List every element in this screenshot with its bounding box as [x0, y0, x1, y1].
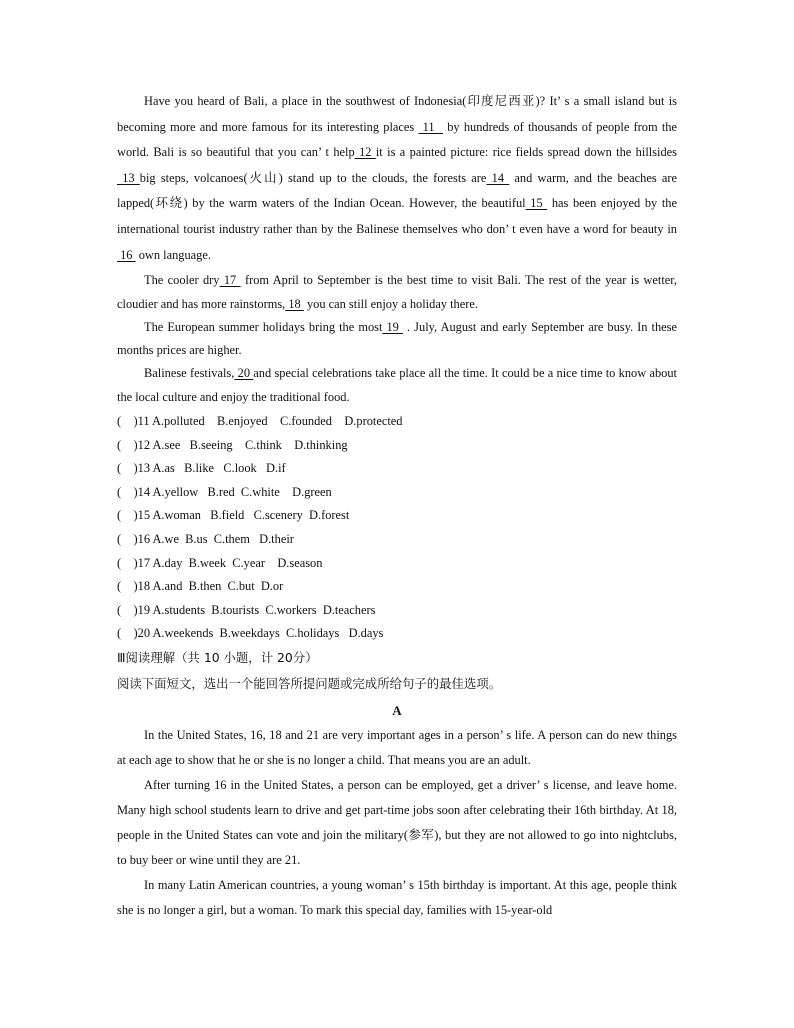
question-13-options: ( )13 A.as B.like C.look D.if	[117, 461, 286, 476]
text: by hundreds of thousands of people from the world. Bali is so beautiful that you can’ t help	[117, 119, 677, 160]
text: it is a painted picture: rice fields spread down the hillsides	[375, 145, 677, 160]
reading-paragraph-1: In the United States, 16, 18 and 21 are very important ages in a person’ s life. A person can do new things at each age to show that he or she is no longer a child. That means you are an adult.	[117, 728, 677, 767]
text: Have you heard of Bali, a place in the southwest of Indonesia(印度尼西亚)? It’ s a small island but is becoming more and more famous for its interesting places	[117, 94, 677, 134]
cloze-paragraph-1	[117, 89, 677, 268]
passage-letter: A	[392, 703, 402, 718]
question-19-options: ( )19 A.students B.tourists C.workers D.teachers	[117, 602, 376, 617]
section-instruction: 阅读下面短文，选出一个能回答所提问题或完成所给句子的最佳选项。	[117, 676, 502, 691]
question-20-options: ( )20 A.weekends B.weekdays C.holidays D.days	[117, 626, 384, 641]
reading-paragraph-2: After turning 16 in the United States, a person can be employed, get a driver’ s license, and leave home. Many high school students learn to drive and get part-time jobs soon after celebrating their 16th birthday. At 18, people in the United States can vote and join the military(参军), but they are not allowed to go into nightclubs, to buy beer or wine until they are 21.	[117, 778, 677, 867]
answer-options-list	[117, 410, 677, 646]
question-14-options: ( )14 A.yellow B.red C.white D.green	[117, 484, 332, 499]
blank-15: 15	[525, 196, 548, 211]
question-11-options: ( )11 A.polluted B.enjoyed C.founded D.protected	[117, 414, 403, 428]
text: Balinese festivals,	[144, 366, 235, 381]
blank-14: 14	[486, 170, 510, 185]
question-18-options: ( )18 A.and B.then C.but D.or	[117, 579, 284, 594]
cloze-paragraph-4	[117, 362, 677, 409]
blank-20: 20	[234, 366, 254, 381]
text: big steps, volcanoes(火山) stand up to the clouds, the forests are	[139, 170, 487, 185]
blank-11: 11	[418, 119, 444, 134]
section-title: Ⅲ阅读理解（共 10 小题，计 20分）	[117, 650, 318, 665]
blank-17: 17	[219, 273, 241, 288]
question-16-options: ( )16 A.we B.us C.them D.their	[117, 531, 294, 546]
question-17-options: ( )17 A.day B.week C.year D.season	[117, 555, 323, 570]
text: The cooler dry	[144, 273, 220, 288]
cloze-paragraph-3	[117, 316, 677, 362]
question-15-options: ( )15 A.woman B.field C.scenery D.forest	[117, 508, 350, 523]
text: from April to September is the best time to visit Bali. The rest of the year is wetter, cloudier and has more rainstorms,	[117, 273, 677, 312]
text: The European summer holidays bring the most	[144, 320, 383, 335]
text: has been enjoyed by the international tourist industry rather than by the Balinese themselves who don’ t even have a word for beauty in	[117, 196, 677, 236]
reading-paragraph-3: In many Latin American countries, a young woman’ s 15th birthday is important. At this age, people think she is no longer a girl, but a woman. To mark this special day, families with 15-year-old	[117, 878, 677, 917]
blank-18: 18	[285, 297, 304, 312]
text: and special celebrations take place all the time. It could be a nice time to know about the local culture and enjoy the traditional food.	[117, 366, 677, 404]
cloze-paragraph-2	[117, 268, 677, 316]
text: own language.	[135, 247, 211, 262]
blank-19: 19	[382, 320, 403, 335]
text: and warm, and the beaches are lapped(环绕) by the warm waters of the Indian Ocean. However, the beautiful	[117, 170, 677, 211]
cloze-passage	[117, 89, 677, 409]
text: . July, August and early September are busy. In these months prices are higher.	[117, 320, 677, 358]
reading-passage-a	[117, 723, 677, 923]
blank-16: 16	[117, 247, 136, 262]
blank-13: 13	[117, 170, 140, 185]
text: you can still enjoy a holiday there.	[303, 297, 478, 312]
blank-12: 12	[354, 145, 376, 160]
question-12-options: ( )12 A.see B.seeing C.think D.thinking	[117, 437, 348, 452]
